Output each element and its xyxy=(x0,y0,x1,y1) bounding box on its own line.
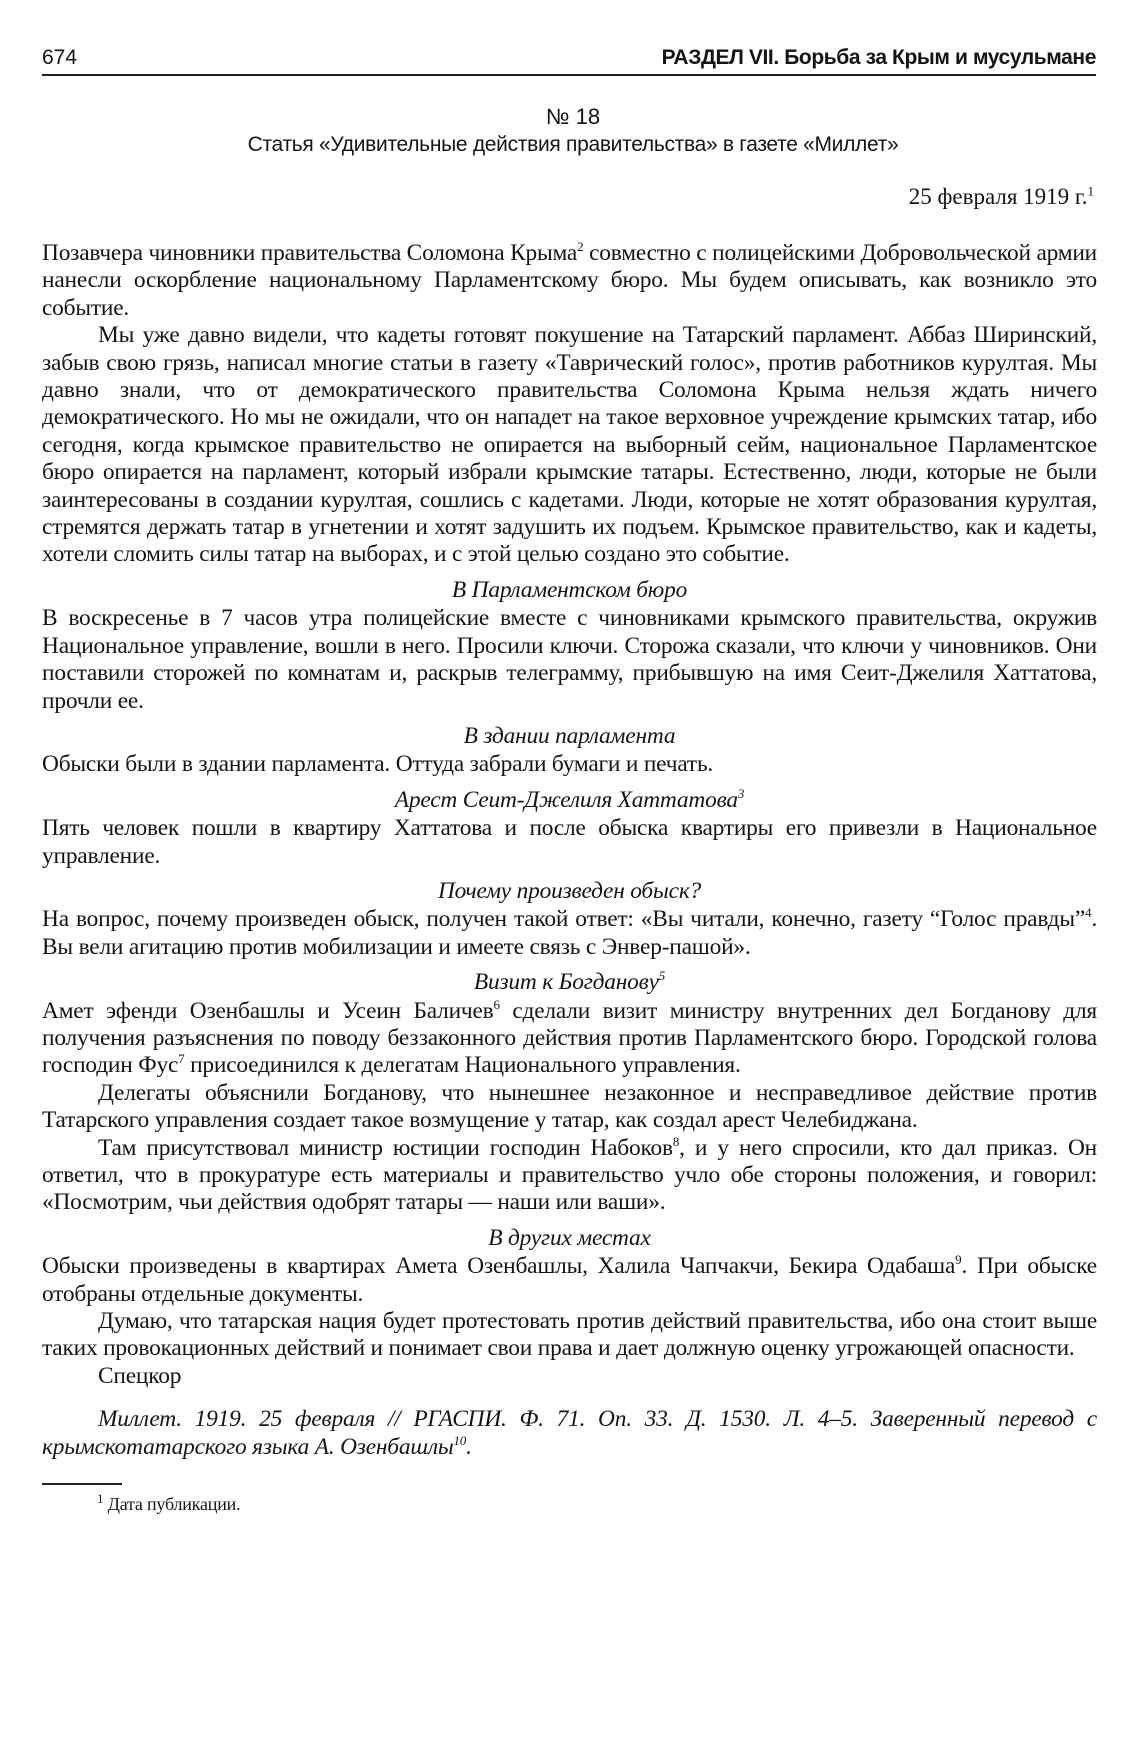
text-run: сделали визит министру внутренних дел Богданову для получения разъяснения по поводу беззаконного действия против Парламентского бюро. Городской голова господин Фус xyxy=(42,997,1097,1079)
document-title: Статья «Удивительные действия правительства» в газете «Миллет» xyxy=(247,133,899,156)
text-run: присоединился к делегатам Национального управления. xyxy=(184,1052,741,1079)
section-subheading xyxy=(42,878,1097,905)
section-subheading xyxy=(42,787,1097,814)
date-text: 25 февраля 1919 г. xyxy=(908,184,1088,209)
section-subheading xyxy=(42,969,1097,996)
paragraph xyxy=(42,1253,1097,1308)
text-run: Обыски были в здании парламента. Оттуда забрали бумаги и печать. xyxy=(42,751,714,778)
text-run: В Парламентском бюро xyxy=(451,576,688,603)
paragraph xyxy=(42,1363,1097,1390)
text-run: Обыски произведены в квартирах Амета Озенбашлы, Халила Чапчакчи, Бекира Одабаша xyxy=(42,1253,956,1280)
paragraph xyxy=(42,1135,1097,1217)
paragraph xyxy=(42,751,1097,778)
paragraph xyxy=(42,240,1097,322)
footnote xyxy=(42,1491,1097,1518)
text-run: Миллет. 1919. 25 февраля // РГАСПИ. Ф. 71. Оп. 33. Д. 1530. Л. 4–5. Заверенный перевод с крымскотатарского языка А. Озенбашлы xyxy=(42,1406,1097,1460)
paragraph xyxy=(42,605,1097,715)
footnote-ref: 1 xyxy=(1087,183,1094,199)
text-run: Арест Сеит-Джелиля Хаттатова xyxy=(394,786,738,813)
paragraph xyxy=(42,815,1097,870)
text-run: , и у него спросили, кто дал приказ. Он ответил, что в прокуратуре есть материалы и правительство учло обе стороны положения, и говорил: «Посмотрим, чьи действия одобрят татары — наши или ваши». xyxy=(42,1134,1097,1216)
text-run: В воскресенье в 7 часов утра полицейские вместе с чиновниками крымского правительства, окружив Национальное управление, вошли в него. Просили ключи. Сторожа сказали, что ключи у чиновников. Они поставили сторожей по комнатам и, раскрыв телеграмму, прибывшую на имя Сеит-Джелиля Хаттатова, прочли ее. xyxy=(42,605,1097,714)
footnote-text: Дата публикации. xyxy=(103,1494,241,1515)
section-subheading xyxy=(42,577,1097,604)
footnote-ref: 8 xyxy=(672,1133,680,1149)
text-run: Мы уже давно видели, что кадеты готовят покушение на Татарский парламент. Аббаз Ширинский, забыв свою грязь, написал многие статьи в газету «Таврический голос», против работников курултая. Мы давно знали, что от демократического правительства Соломона Крыма нельзя ждать ничего демократического. Но мы не ожидали, что он нападет на такое верховное учреждение крымских татар, ибо сегодня, когда крымское правительство не опирается на выборный сейм, национальное Парламентское бюро опирается на парламент, который избрали крымские татары. Естественно, люди, которые не были заинтересованы в создании курултая, сошлись с кадетами. Люди, которые не хотят образования курултая, стремятся держать татар в угнетении и хотят задушить их подъем. Крымское правительство, как и кадеты, хотели сломить силы татар на выборах, и с этой целью создано это событие. xyxy=(42,322,1097,568)
text-run: Амет эфенди Озенбашлы и Усеин Баличев xyxy=(42,997,494,1024)
text-run: Визит к Богданову xyxy=(473,969,659,996)
paragraph xyxy=(42,998,1097,1080)
footnote-ref: 6 xyxy=(493,996,500,1012)
section-subheading xyxy=(42,1225,1097,1252)
footnote-ref: 2 xyxy=(577,239,584,255)
footnote-ref: 9 xyxy=(955,1252,962,1268)
text-run: . При обыске отобраны отдельные документы. xyxy=(42,1253,1097,1307)
footnote-ref: 4 xyxy=(1085,905,1092,921)
text-run: На вопрос, почему произведен обыск, получен такой ответ: «Вы читали, конечно, газету “Голос правды” xyxy=(42,906,1086,933)
text-run: Позавчера чиновники правительства Соломона Крыма xyxy=(42,240,578,266)
text-run: Почему произведен обыск? xyxy=(437,877,702,904)
footnote-ref: 10 xyxy=(453,1432,467,1448)
text-run: В других местах xyxy=(488,1224,651,1251)
text-run: Спецкор xyxy=(98,1362,182,1389)
footnote-divider xyxy=(42,1483,122,1485)
text-run: Делегаты объяснили Богданову, что нынешнее незаконное и несправедливое действие против Татарского управления создает такое возмущение у татар, как создал арест Челебиджана. xyxy=(42,1079,1097,1134)
document-date xyxy=(909,184,1094,210)
footnote-ref: 3 xyxy=(737,785,745,801)
paragraph xyxy=(42,322,1097,569)
footnote-ref: 7 xyxy=(178,1051,185,1067)
page-number: 674 xyxy=(42,46,78,69)
paragraph xyxy=(42,1080,1097,1135)
paragraph xyxy=(42,1308,1097,1363)
paragraph xyxy=(42,906,1097,961)
document-number: № 18 xyxy=(545,104,601,129)
document-body xyxy=(42,240,1097,1518)
section-subheading xyxy=(42,723,1097,750)
text-run: Там присутствовал министр юстиции господин Набоков xyxy=(98,1134,673,1161)
running-header xyxy=(42,38,1096,76)
section-title: РАЗДЕЛ VII. Борьба за Крым и мусульмане xyxy=(661,46,1096,69)
text-run: Думаю, что татарская нация будет протестовать против действий правительства, ибо она стоит выше таких провокационных действий и понимает свои права и дает должную оценку угрожающей опасности. xyxy=(42,1308,1097,1362)
footnote-mark: 1 xyxy=(97,1491,104,1507)
text-run: совместно с полицейскими Добровольческой армии нанесли оскорбление национальному Парламентскому бюро. Мы будем описывать, как возникло это событие. xyxy=(42,240,1098,321)
text-run: В здании парламента xyxy=(463,722,676,749)
text-run: . xyxy=(466,1433,472,1460)
text-run: Пять человек пошли в квартиру Хаттатова и после обыска квартиры его привезли в Национальное управление. xyxy=(42,815,1097,869)
text-run: . Вы вели агитацию против мобилизации и имеете связь с Энвер-пашой». xyxy=(42,906,1097,960)
source-citation xyxy=(42,1406,1097,1461)
footnote-ref: 5 xyxy=(658,968,666,984)
article-text xyxy=(42,240,1097,1390)
